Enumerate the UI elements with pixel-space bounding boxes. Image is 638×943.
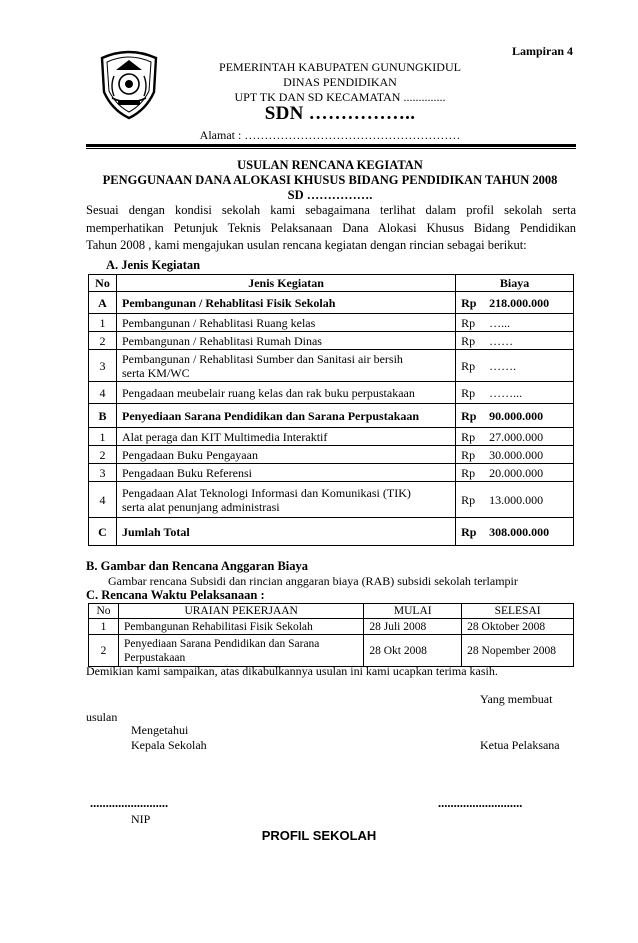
section-a-heading: A. Jenis Kegiatan <box>106 258 201 272</box>
table-row <box>89 428 574 446</box>
rp-label: Rp <box>461 408 477 423</box>
ketua-pelaksana-label: Ketua Pelaksana <box>480 738 560 752</box>
row-no: 2 <box>89 332 117 350</box>
usulan-label: usulan <box>86 710 118 724</box>
kegiatan-table <box>88 274 574 546</box>
col-biaya: Biaya <box>456 275 574 292</box>
row-kegiatan: Pembangunan / Rehablitasi Ruang kelas <box>116 314 455 332</box>
doc-title-1: USULAN RENCANA KEGIATAN <box>237 158 423 172</box>
row-no: 2 <box>89 446 117 464</box>
row-kegiatan: Jumlah Total <box>116 518 455 546</box>
header-rule-thin <box>86 148 576 149</box>
row-mulai: 28 Juli 2008 <box>364 619 462 635</box>
section-b-text: Gambar rencana Subsidi dan rincian anggaran biaya (RAB) subsidi sekolah terlampir <box>108 574 518 588</box>
doc-title-2: PENGGUNAAN DANA ALOKASI KHUSUS BIDANG PENDIDIKAN TAHUN 2008 <box>102 173 558 187</box>
row-uraian <box>118 635 363 667</box>
biaya-value: 218.000.000 <box>489 295 550 310</box>
col-no: No <box>89 275 117 292</box>
biaya-value: 90.000.000 <box>489 408 544 423</box>
biaya-value: 30.000.000 <box>489 447 544 462</box>
rp-label: Rp <box>461 447 476 462</box>
row-biaya <box>456 350 574 382</box>
mengetahui-label: Mengetahui <box>131 723 189 737</box>
table-header-row <box>89 604 574 619</box>
row-no: 1 <box>89 619 119 635</box>
row-no: 3 <box>89 350 117 382</box>
kegiatan-line-2: serta alat penunjang administrasi <box>121 499 280 514</box>
row-biaya <box>456 428 574 446</box>
kepala-sekolah-label: Kepala Sekolah <box>131 738 207 752</box>
kegiatan-line-1: Pembangunan / Rehablitasi Sumber dan Sanitasi air bersih <box>121 351 403 366</box>
rp-label: Rp <box>461 492 476 507</box>
table-row <box>89 619 574 635</box>
col-uraian: URAIAN PEKERJAAN <box>118 604 363 619</box>
col-no: No <box>89 604 119 619</box>
biaya-value: ……... <box>489 385 523 400</box>
biaya-value: ……. <box>489 358 517 373</box>
table-row <box>89 464 574 482</box>
yang-membuat-label: Yang membuat <box>480 692 553 706</box>
nip-label: NIP <box>131 812 151 826</box>
table-row <box>89 292 574 314</box>
table-header-row <box>89 275 574 292</box>
rp-label: Rp <box>461 333 476 348</box>
row-kegiatan: Pengadaan meubelair ruang kelas dan rak buku perpustakaan <box>116 382 455 404</box>
table-row <box>89 332 574 350</box>
row-uraian: Pembangunan Rehabilitasi Fisik Sekolah <box>118 619 363 635</box>
biaya-value: 13.000.000 <box>489 492 544 507</box>
header-rule-thick <box>86 144 576 147</box>
row-biaya <box>456 292 574 314</box>
section-b-letter: B <box>86 559 95 573</box>
row-no: C <box>89 518 117 546</box>
rp-label: Rp <box>461 385 476 400</box>
header-line-3: UPT TK DAN SD KECAMATAN .............. <box>234 90 446 104</box>
biaya-value: 20.000.000 <box>489 465 544 480</box>
row-kegiatan: Alat peraga dan KIT Multimedia Interaktif <box>116 428 455 446</box>
intro-line-2: memperhatikan Petunjuk Teknis Pelaksanaan Dana Alokasi Khusus Bidang Pendidikan <box>86 220 576 235</box>
header-line-1: PEMERINTAH KABUPATEN GUNUNGKIDUL <box>219 60 461 74</box>
intro-paragraph <box>86 202 576 255</box>
lampiran-label: Lampiran 4 <box>512 44 574 58</box>
biaya-value: 27.000.000 <box>489 429 544 444</box>
table-row <box>89 446 574 464</box>
table-row <box>89 518 574 546</box>
row-no: 4 <box>89 382 117 404</box>
row-no: 4 <box>89 482 117 518</box>
row-kegiatan: Pengadaan Buku Pengayaan <box>116 446 455 464</box>
signature-dots-right: ........................... <box>438 796 523 810</box>
uraian-line-1: Penyediaan Sarana Pendidikan dan Sarana <box>123 637 320 650</box>
row-no: 1 <box>89 428 117 446</box>
school-name: SDN …………….. <box>264 103 416 124</box>
row-selesai: 28 Oktober 2008 <box>462 619 574 635</box>
signature-dots-left: ......................... <box>90 796 169 810</box>
row-kegiatan: Penyediaan Sarana Pendidikan dan Sarana Perpustakaan <box>116 404 455 428</box>
row-no: 1 <box>89 314 117 332</box>
section-b-heading <box>86 559 308 574</box>
section-c-heading: C. Rencana Waktu Pelaksanaan : <box>86 588 265 602</box>
row-biaya <box>456 518 574 546</box>
col-selesai: SELESAI <box>462 604 574 619</box>
row-kegiatan: Pengadaan Buku Referensi <box>116 464 455 482</box>
profil-sekolah-heading: PROFIL SEKOLAH <box>261 828 377 843</box>
row-biaya <box>456 446 574 464</box>
intro-line-1: Sesuai dengan kondisi sekolah kami sebagaimana terlihat dalam profil sekolah serta <box>86 203 576 217</box>
rp-label: Rp <box>461 465 476 480</box>
row-biaya <box>456 332 574 350</box>
table-row <box>89 482 574 518</box>
rp-label: Rp <box>461 429 476 444</box>
table-row <box>89 404 574 428</box>
row-biaya <box>456 404 574 428</box>
rp-label: Rp <box>461 358 476 373</box>
table-row <box>89 382 574 404</box>
row-no: B <box>89 404 117 428</box>
kegiatan-line-2: serta KM/WC <box>121 365 190 380</box>
biaya-value: 308.000.000 <box>489 524 550 539</box>
rp-label: Rp <box>461 295 477 310</box>
row-no: 3 <box>89 464 117 482</box>
table-row <box>89 314 574 332</box>
row-biaya <box>456 382 574 404</box>
row-kegiatan: Pembangunan / Rehablitasi Rumah Dinas <box>116 332 455 350</box>
rp-label: Rp <box>461 524 477 539</box>
district-emblem-icon <box>96 48 162 120</box>
row-mulai: 28 Okt 2008 <box>364 635 462 667</box>
uraian-line-2: Perpustakaan <box>123 651 186 664</box>
row-biaya <box>456 464 574 482</box>
intro-line-3: Tahun 2008 , kami mengajukan usulan rencana kegiatan dengan rincian sebagai berikut: <box>86 238 527 252</box>
table-row <box>89 350 574 382</box>
closing-text: Demikian kami sampaikan, atas dikabulkannya usulan ini kami ucapkan terima kasih. <box>86 664 498 678</box>
kegiatan-line-1: Pengadaan Alat Teknologi Informasi dan Komunikasi (TIK) <box>121 485 411 500</box>
row-kegiatan: Pembangunan / Rehablitasi Fisik Sekolah <box>116 292 455 314</box>
row-no: A <box>89 292 117 314</box>
row-kegiatan <box>116 350 455 382</box>
row-no: 2 <box>89 635 119 667</box>
header-line-2: DINAS PENDIDIKAN <box>283 75 397 89</box>
doc-title-3: SD ……………. <box>287 188 373 202</box>
col-kegiatan: Jenis Kegiatan <box>116 275 455 292</box>
biaya-value: …... <box>489 315 511 330</box>
row-selesai: 28 Nopember 2008 <box>462 635 574 667</box>
school-address: Alamat : ……………………………………………… <box>199 128 461 142</box>
row-biaya <box>456 482 574 518</box>
table-row <box>89 635 574 667</box>
jadwal-table <box>88 603 574 667</box>
col-mulai: MULAI <box>364 604 462 619</box>
biaya-value: …… <box>489 333 514 348</box>
rp-label: Rp <box>461 315 476 330</box>
row-kegiatan <box>116 482 455 518</box>
section-b-title: . Gambar dan Rencana Anggaran Biaya <box>94 559 309 573</box>
row-biaya <box>456 314 574 332</box>
